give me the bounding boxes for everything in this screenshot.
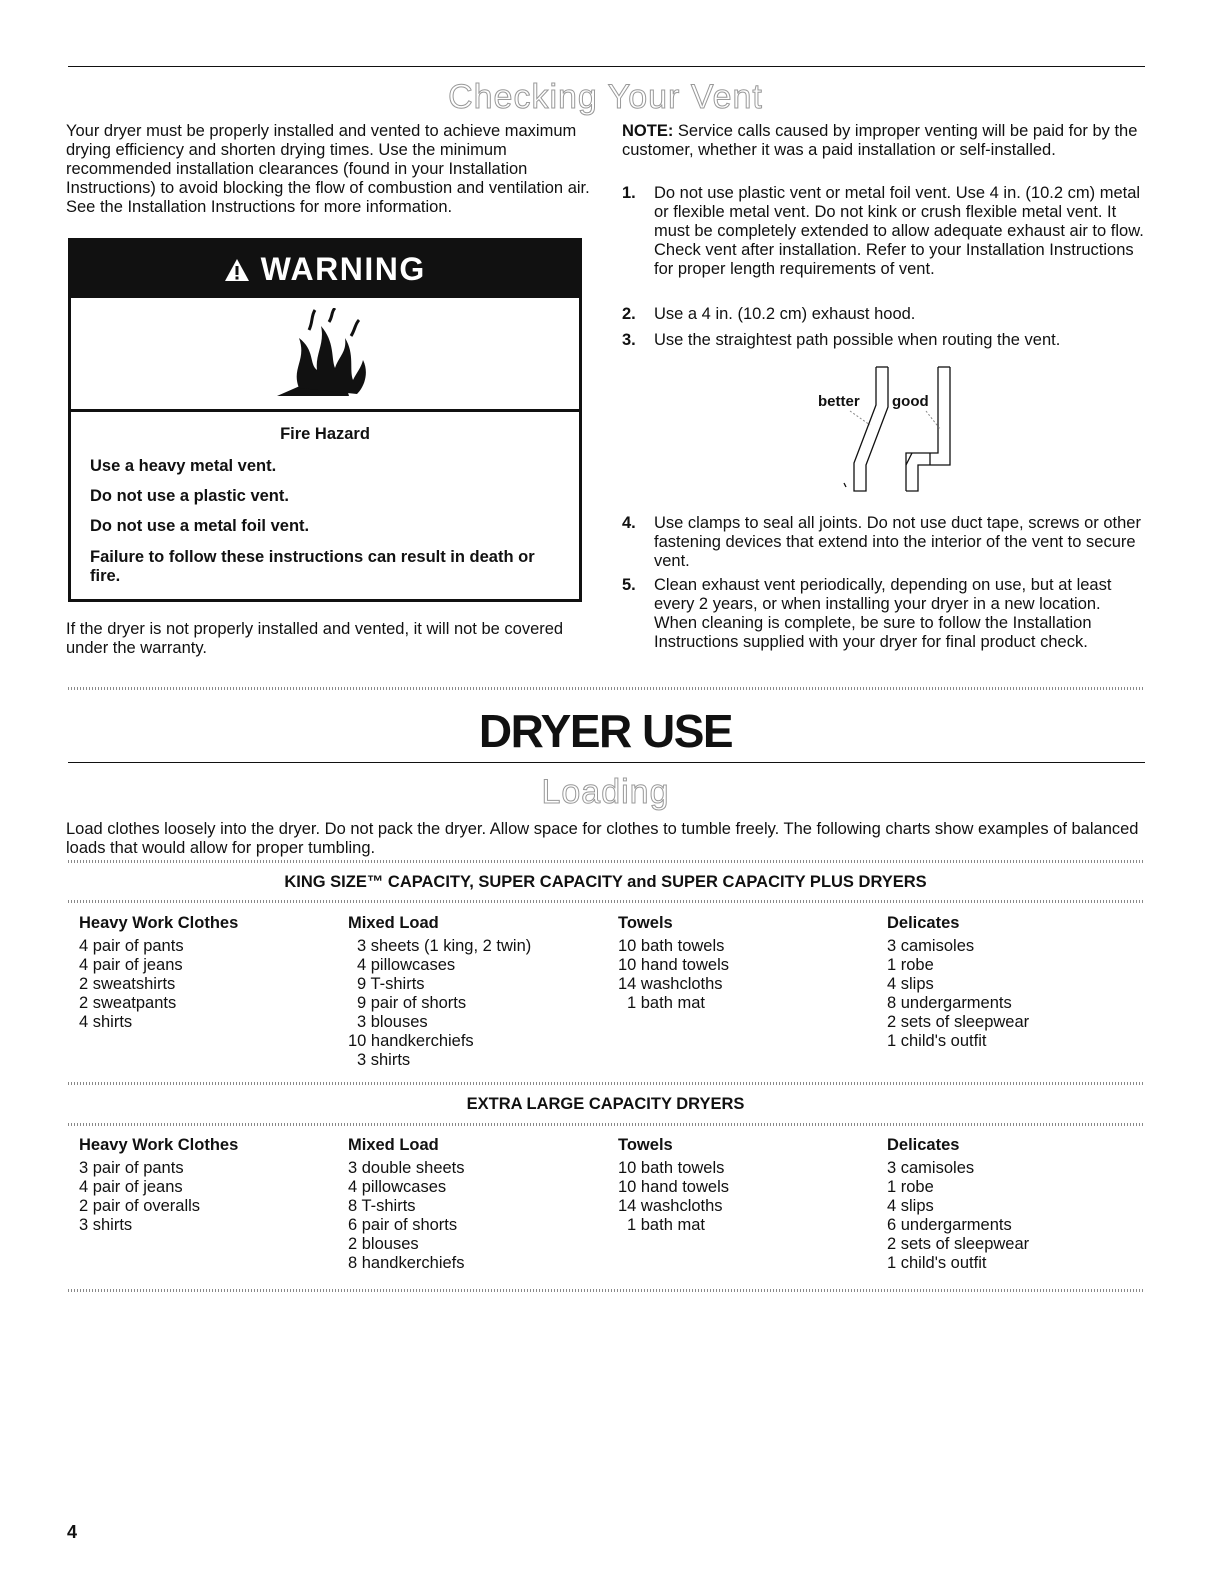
list-item: 4 pillowcases (357, 956, 456, 974)
list-item: 1 child's outfit (887, 1032, 987, 1050)
diagram-label-good: good (892, 393, 929, 410)
vent-routing-diagram (810, 365, 970, 500)
column-header: Mixed Load (348, 914, 439, 932)
list-item: 3 shirts (79, 1216, 133, 1234)
list-item: 3 camisoles (887, 1159, 975, 1177)
warranty-note: If the dryer is not properly installed and vented, it will not be covered under the warranty. (66, 620, 564, 657)
dryer-use-heading: DRYER USE (478, 705, 733, 757)
list-item: 2 sets of sleepwear (887, 1235, 1030, 1253)
list-item: 8 handkerchiefs (348, 1254, 465, 1272)
table-title-king-size: KING SIZE™ CAPACITY, SUPER CAPACITY and SUPER CAPACITY PLUS DRYERS (284, 873, 927, 891)
warning-box (68, 238, 582, 602)
section-divider (68, 687, 1145, 690)
table1-col-heavy-work (79, 914, 319, 1032)
list-item: 2 pair of overalls (79, 1197, 201, 1215)
table2-col-mixed-load (348, 1136, 588, 1273)
step-text: Clean exhaust vent periodically, depending on use, but at least every 2 years, or when installing your dryer in a new location. When cleaning is complete, be sure to follow the Installation Instructions supplied with your dryer for final product check. (654, 576, 1112, 651)
table2-col-delicates (887, 1136, 1127, 1273)
list-item: 10 hand towels (618, 1178, 729, 1196)
step-number: 5. (622, 576, 636, 594)
note-paragraph (622, 122, 1147, 160)
list-item: 2 sweatpants (79, 994, 177, 1012)
list-item: 14 washcloths (618, 1197, 723, 1215)
table1-col-mixed-load (348, 914, 588, 1070)
warning-triangle-icon (224, 251, 260, 287)
column-header: Delicates (887, 1136, 960, 1154)
step-text: Use clamps to seal all joints. Do not use duct tape, screws or other fastening devices that extend into the interior of the vent to secure vent. (654, 514, 1141, 570)
step-number: 4. (622, 514, 636, 532)
list-item: 9 pair of shorts (357, 994, 467, 1012)
table1-col-delicates (887, 914, 1127, 1051)
list-item: 10 bath towels (618, 937, 725, 955)
vent-intro-paragraph: Your dryer must be properly installed and vented to achieve maximum drying efficiency and shorten drying times. Use the minimum recommended installation clearances (found in your Installation Instructions) to avoid blocking the flow of combustion and ventilation air. See the Installation Instructions for more information. (66, 122, 590, 216)
list-item: 10 handkerchiefs (348, 1032, 474, 1050)
list-item: 4 pair of jeans (79, 956, 183, 974)
list-item: 9 T-shirts (357, 975, 425, 993)
table2-col-heavy-work (79, 1136, 319, 1235)
table-divider (68, 1082, 1145, 1085)
list-item: 1 robe (887, 956, 934, 974)
list-item: 2 sweatshirts (79, 975, 176, 993)
column-header: Heavy Work Clothes (79, 1136, 239, 1154)
list-item: 8 undergarments (887, 994, 1012, 1012)
column-header: Towels (618, 914, 673, 932)
list-item: 4 pair of pants (79, 937, 184, 955)
table-title-extra-large: EXTRA LARGE CAPACITY DRYERS (466, 1095, 745, 1113)
list-item: 4 slips (887, 1197, 934, 1215)
column-header: Heavy Work Clothes (79, 914, 239, 932)
table-divider (68, 1123, 1145, 1126)
top-rule (68, 66, 1145, 67)
section-title-checking-vent: Checking Your Vent (448, 78, 763, 116)
dryer-use-rule (68, 762, 1145, 763)
page-number: 4 (67, 1522, 78, 1542)
column-header: Delicates (887, 914, 960, 932)
step-number: 2. (622, 305, 636, 323)
column-header: Towels (618, 1136, 673, 1154)
table-divider (68, 900, 1145, 903)
list-item: 3 camisoles (887, 937, 975, 955)
list-item: 3 blouses (357, 1013, 428, 1031)
list-item: 14 washcloths (618, 975, 723, 993)
list-item: 3 sheets (1 king, 2 twin) (357, 937, 532, 955)
list-item: 1 child's outfit (887, 1254, 987, 1272)
list-item: 2 sets of sleepwear (887, 1013, 1030, 1031)
warning-line-3: Do not use a metal foil vent. (90, 517, 310, 535)
list-item: 1 bath mat (627, 994, 705, 1012)
table2-col-towels (618, 1136, 858, 1235)
list-item: 4 slips (887, 975, 934, 993)
list-item: 2 blouses (348, 1235, 419, 1253)
list-item: 6 undergarments (887, 1216, 1012, 1234)
warning-line-4: Failure to follow these instructions can result in death or fire. (90, 548, 535, 585)
table1-col-towels (618, 914, 858, 1013)
list-item: 6 pair of shorts (348, 1216, 458, 1234)
list-item: 10 bath towels (618, 1159, 725, 1177)
warning-header (71, 241, 579, 298)
note-text: Service calls caused by improper venting will be paid for by the customer, whether it was a paid installation or self-installed. (622, 122, 1138, 159)
note-label: NOTE: (622, 122, 674, 140)
list-item: 1 robe (887, 1178, 934, 1196)
list-item: 8 T-shirts (348, 1197, 416, 1215)
list-item: 4 shirts (79, 1013, 133, 1031)
section-title-loading: Loading (541, 773, 670, 811)
warning-icon-area (71, 298, 579, 412)
list-item: 1 bath mat (627, 1216, 705, 1234)
list-item: 4 pillowcases (348, 1178, 447, 1196)
table-divider (68, 860, 1145, 863)
warning-line-1: Use a heavy metal vent. (90, 457, 277, 475)
list-item: 3 pair of pants (79, 1159, 184, 1177)
list-item: 3 double sheets (348, 1159, 465, 1177)
step-number: 1. (622, 184, 636, 202)
list-item: 3 shirts (357, 1051, 411, 1069)
step-text: Use the straightest path possible when routing the vent. (654, 331, 1061, 349)
step-text: Do not use plastic vent or metal foil vent. Use 4 in. (10.2 cm) metal or flexible metal vent. Do not kink or crush flexible metal vent. It must be completely extended to allow adequate exhaust air to flow. Check vent after installation. Refer to your Installation Instructions for proper length requirements of vent. (654, 184, 1144, 278)
diagram-label-better: better (818, 393, 860, 410)
step-text: Use a 4 in. (10.2 cm) exhaust hood. (654, 305, 916, 323)
loading-paragraph: Load clothes loosely into the dryer. Do not pack the dryer. Allow space for clothes to tumble freely. The following charts show examples of balanced loads that would allow for proper tumbling. (66, 820, 1139, 857)
fire-icon (269, 308, 389, 403)
step-number: 3. (622, 331, 636, 349)
list-item: 10 hand towels (618, 956, 729, 974)
warning-hazard-title: Fire Hazard (280, 425, 370, 443)
warning-line-2: Do not use a plastic vent. (90, 487, 289, 505)
table-divider (68, 1289, 1145, 1292)
column-header: Mixed Load (348, 1136, 439, 1154)
list-item: 4 pair of jeans (79, 1178, 183, 1196)
warning-label: WARNING (260, 251, 426, 287)
